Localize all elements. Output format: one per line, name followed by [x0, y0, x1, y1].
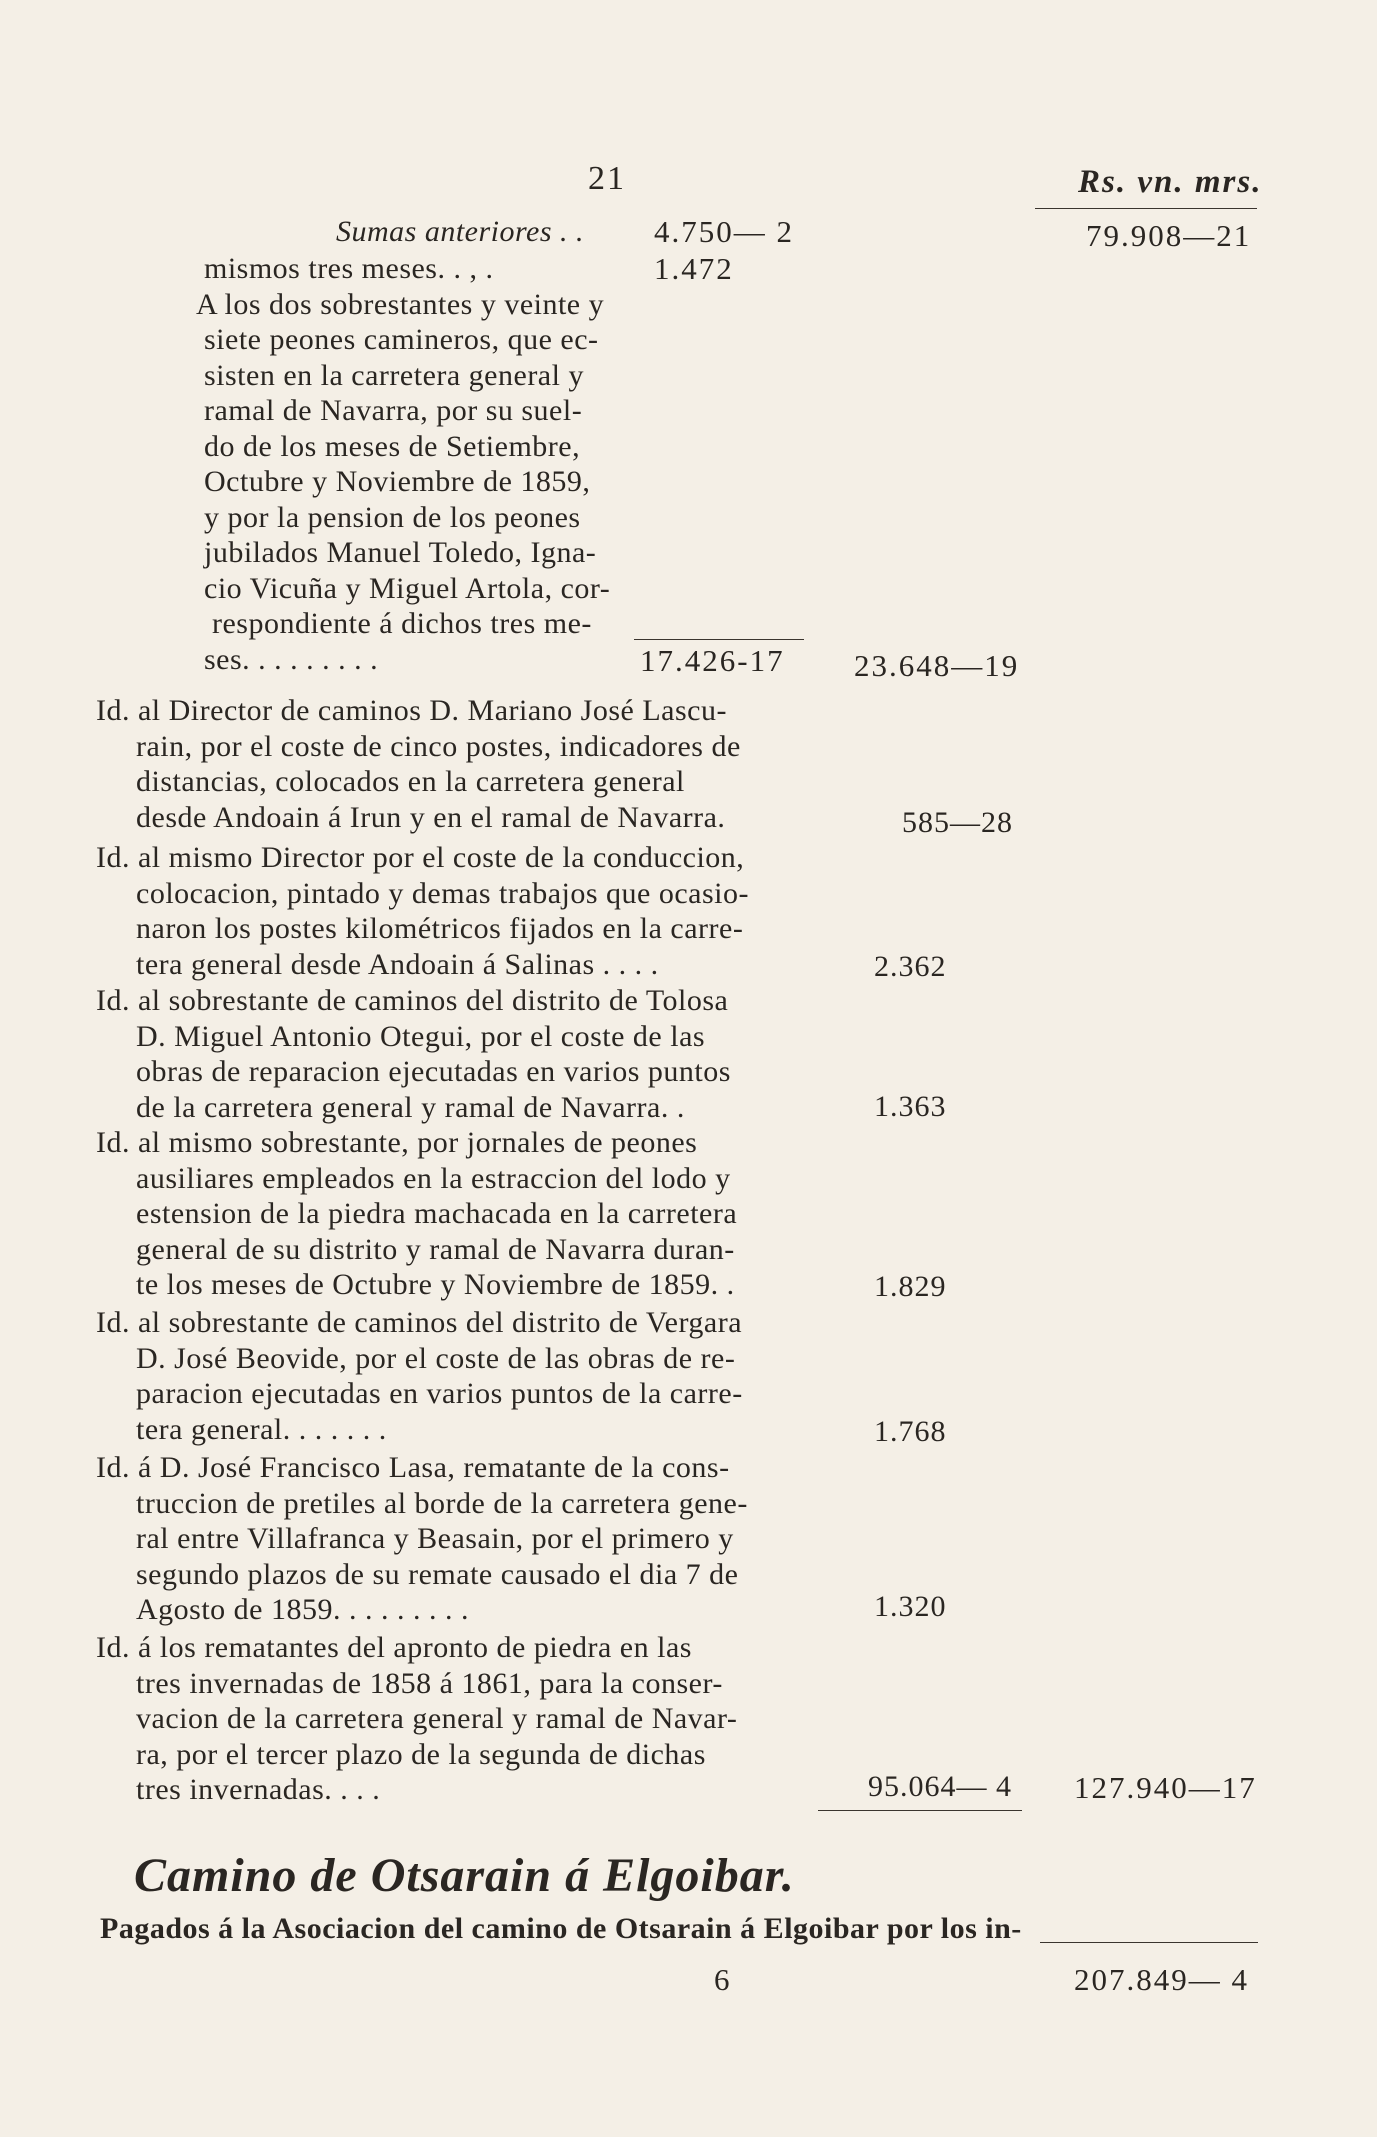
entry-line: D. José Beovide, por el coste de las obras de re-	[136, 1341, 736, 1375]
entry-line: y por la pension de los peones	[204, 500, 581, 534]
entry-line: tres invernadas. . . .	[136, 1773, 381, 1806]
entry-line: ses. . . . . . . . .	[204, 642, 379, 676]
entry-line: te los meses de Octubre y Noviembre de 1859. .	[136, 1268, 735, 1301]
entry-2-amount: 2.362	[874, 950, 947, 983]
header-rule	[1035, 208, 1257, 209]
entry-7-rule	[818, 1810, 1022, 1811]
entry-line: distancias, colocados en la carretera general	[136, 765, 685, 798]
section-total: 127.940—17	[1074, 1770, 1257, 1805]
entry-line: Id. á D. José Francisco Lasa, rematante de la cons-	[96, 1451, 730, 1484]
entry-line: general de su distrito y ramal de Navarra duran-	[136, 1232, 735, 1266]
entry-line: naron los postes kilométricos fijados en la carre-	[136, 912, 744, 945]
entry-line: obras de reparacion ejecutadas en varios puntos	[136, 1055, 731, 1088]
entry-first-amount-a: 1.472	[654, 251, 734, 286]
entry-line: rain, por el coste de cinco postes, indicadores de	[136, 729, 741, 763]
prior-sums-label: Sumas anteriores . .	[336, 215, 585, 248]
signature-mark: 6	[714, 1962, 732, 1997]
entry-line: ra, por el tercer plazo de la segunda de dichas	[136, 1737, 706, 1771]
entry-line: cio Vicuña y Miguel Artola, cor-	[204, 571, 611, 605]
entry-line: ral entre Villafranca y Beasain, por el primero y	[136, 1522, 734, 1555]
entry-line: desde Andoain á Irun y en el ramal de Navarra.	[136, 800, 726, 834]
entry-line: siete peones camineros, que ec-	[204, 323, 599, 356]
entry-7-amount: 95.064— 4	[868, 1770, 1012, 1803]
entry-line: segundo plazos de su remate causado el dia 7 de	[136, 1557, 739, 1591]
entry-line: truccion de pretiles al borde de la carretera gene-	[136, 1486, 748, 1520]
entry-first-subtotal: 23.648—19	[854, 648, 1020, 683]
entry-line: A los dos sobrestantes y veinte y	[196, 287, 605, 321]
section-text: Pagados á la Asociacion del camino de Otsarain á Elgoibar por los in-	[100, 1912, 1022, 1945]
entry-line: Id. al mismo sobrestante, por jornales de peones	[96, 1126, 698, 1159]
entry-line: colocacion, pintado y demas trabajos que ocasio-	[136, 876, 749, 910]
entry-line: jubilados Manuel Toledo, Igna-	[204, 536, 597, 569]
carried-total: 207.849— 4	[1074, 1962, 1249, 1997]
entry-line: ausiliares empleados en la estraccion del lodo y	[136, 1161, 731, 1195]
section-heading: Camino de Otsarain á Elgoibar.	[134, 1849, 795, 1902]
entry-line: mismos tres meses. . , .	[204, 252, 494, 285]
currency-header: Rs. vn. mrs.	[1078, 164, 1263, 200]
entry-line: Id. al mismo Director por el coste de la conduccion,	[96, 841, 745, 874]
entry-line: vacion de la carretera general y ramal de Navar-	[136, 1702, 738, 1735]
entry-line: tera general desde Andoain á Salinas . . . .	[136, 947, 659, 981]
entry-line: estension de la piedra machacada en la carretera	[136, 1197, 738, 1230]
entry-line: Agosto de 1859. . . . . . . . .	[136, 1593, 469, 1626]
entry-line: do de los meses de Setiembre,	[204, 429, 581, 463]
entry-first-amount-rule	[634, 639, 804, 640]
entry-6-amount: 1.320	[874, 1590, 947, 1623]
entry-line: Id. al Director de caminos D. Mariano José Lascu-	[96, 694, 727, 727]
entry-line: Id. al sobrestante de caminos del distrito de Tolosa	[96, 984, 729, 1017]
entry-5-amount: 1.768	[874, 1415, 947, 1448]
entry-first-amount-b: 17.426-17	[640, 643, 785, 678]
entry-line: Id. á los rematantes del apronto de piedra en las	[96, 1631, 692, 1664]
entry-line: Id. al sobrestante de caminos del distrito de Vergara	[96, 1306, 743, 1339]
entry-line: D. Miguel Antonio Otegui, por el coste de las	[136, 1019, 706, 1053]
entry-line: respondiente á dichos tres me-	[212, 607, 592, 640]
section-rule	[1040, 1942, 1258, 1943]
entry-line: sisten en la carretera general y	[204, 358, 584, 392]
entry-4-amount: 1.829	[874, 1270, 947, 1303]
entry-3-amount: 1.363	[874, 1090, 947, 1123]
entry-1-amount: 585—28	[902, 806, 1013, 839]
entry-line: paracion ejecutadas en varios puntos de la carre-	[136, 1377, 743, 1410]
page-number: 21	[588, 160, 626, 197]
entry-line: tres invernadas de 1858 á 1861, para la conser-	[136, 1666, 723, 1700]
prior-sums-total: 79.908—21	[1086, 218, 1252, 253]
entry-line: ramal de Navarra, por su suel-	[204, 394, 583, 427]
entry-line: tera general. . . . . . .	[136, 1412, 387, 1446]
prior-sums-amount: 4.750— 2	[654, 214, 794, 249]
entry-line: Octubre y Noviembre de 1859,	[204, 465, 591, 498]
entry-line: de la carretera general y ramal de Navarra. .	[136, 1090, 685, 1124]
